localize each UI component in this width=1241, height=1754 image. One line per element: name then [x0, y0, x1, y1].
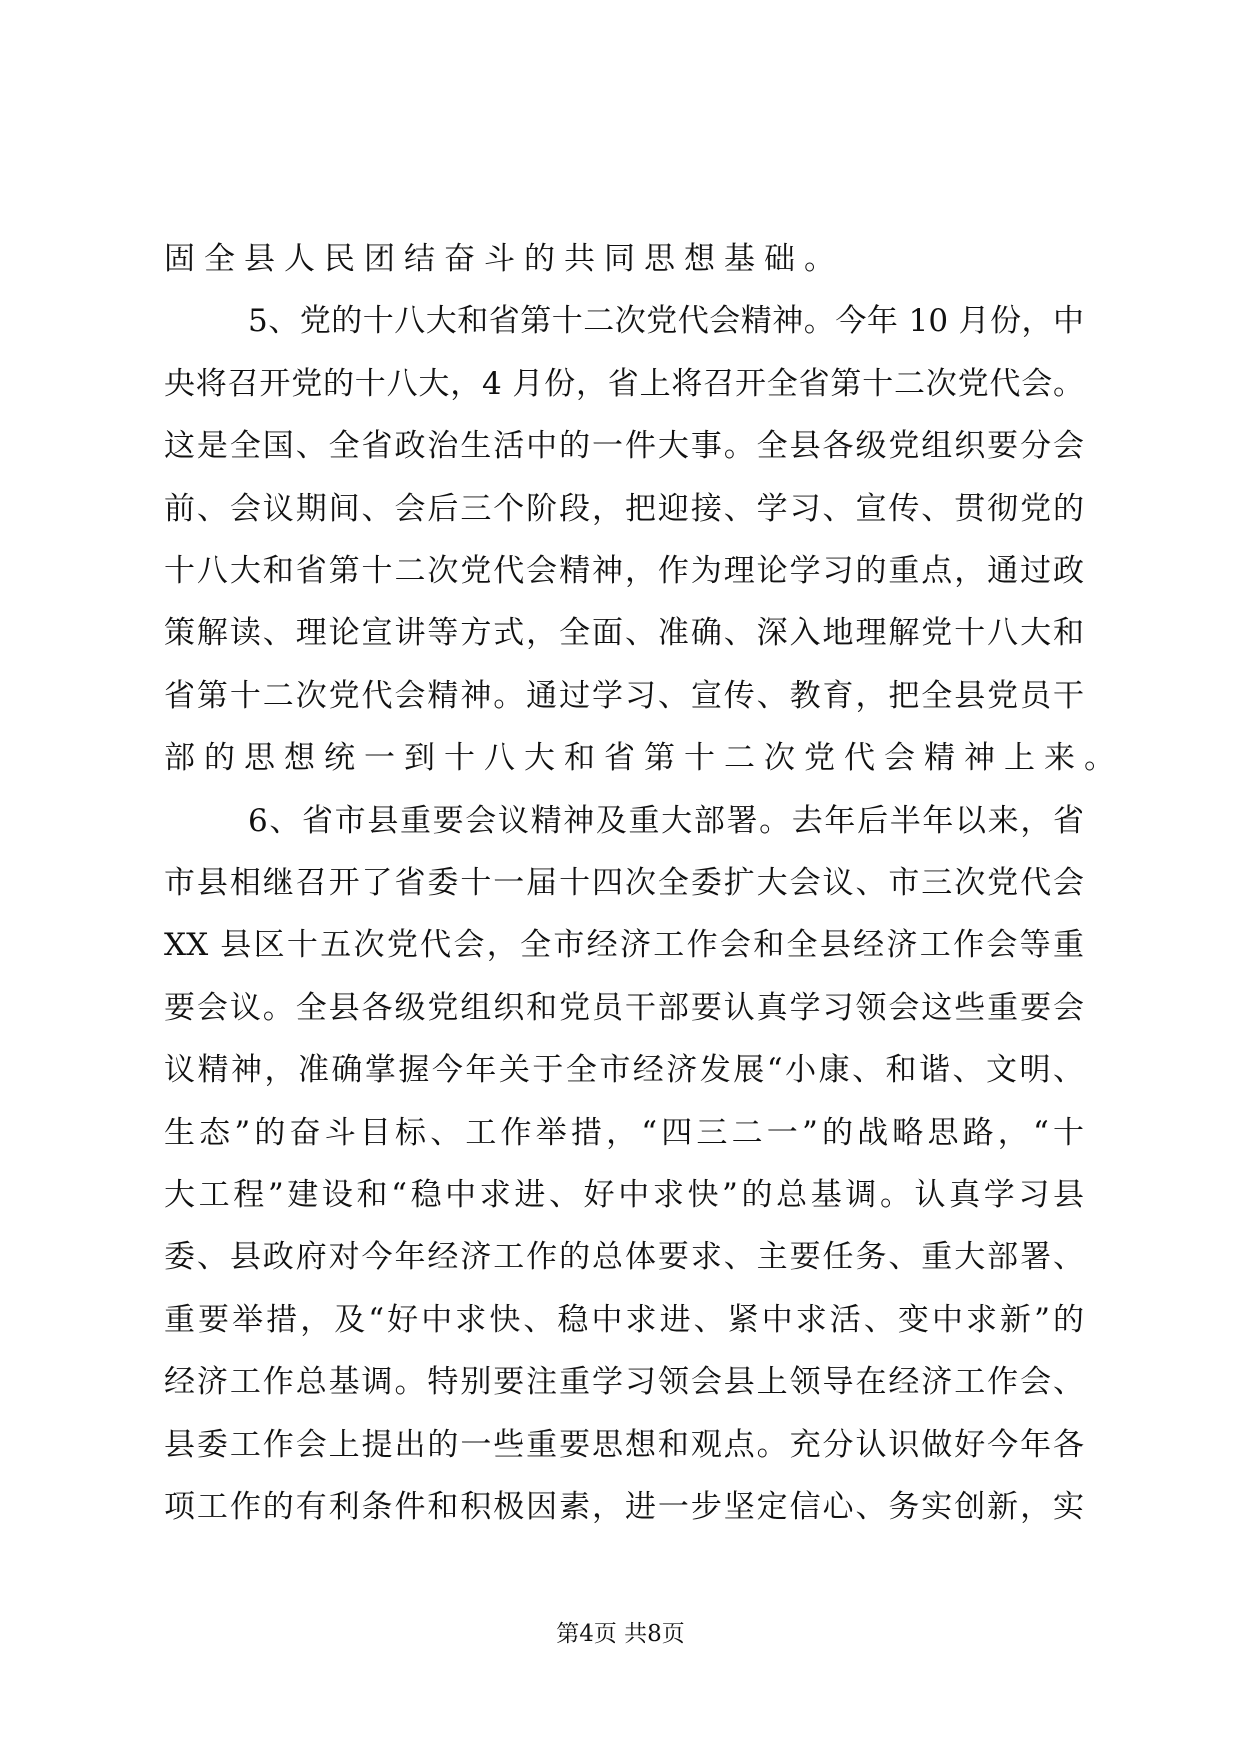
text-line: 5、党的十八大和省第十二次党代会精神。今年 10 月份，中 — [248, 303, 1084, 340]
text-line: 大工程”建设和“稳中求进、好中求快”的总基调。认真学习县 — [164, 1177, 1084, 1213]
text-line: 市县相继召开了省委十一届十四次全委扩大会议、市三次党代会 — [164, 865, 1084, 901]
text-line: 经济工作总基调。特别要注重学习领会县上领导在经济工作会、 — [164, 1364, 1084, 1401]
text-line: 6、省市县重要会议精神及重大部署。去年后半年以来，省 — [248, 802, 1084, 839]
text-line: 前、会议期间、会后三个阶段，把迎接、学习、宣传、贯彻党的 — [164, 490, 1084, 527]
text-line: 项工作的有利条件和积极因素，进一步坚定信心、务实创新，实 — [164, 1489, 1084, 1525]
text-line: 策解读、理论宣讲等方式，全面、准确、深入地理解党十八大和 — [164, 615, 1084, 652]
text-line: 要会议。全县各级党组织和党员干部要认真学习领会这些重要会 — [164, 989, 1084, 1026]
text-line: 央将召开党的十八大，4 月份，省上将召开全省第十二次党代会。 — [164, 365, 1084, 402]
page-footer: 第4页 共8页 — [556, 1621, 685, 1647]
text-line: 县委工作会上提出的一些重要思想和观点。充分认识做好今年各 — [164, 1426, 1084, 1463]
text-line: 省第十二次党代会精神。通过学习、宣传、教育，把全县党员干 — [164, 677, 1084, 714]
text-line: XX 县区十五次党代会，全市经济工作会和全县经济工作会等重 — [164, 927, 1084, 964]
text-line: 生态”的奋斗目标、工作举措，“四三二一”的战略思路，“十 — [164, 1114, 1084, 1151]
text-line: 固全县人民团结奋斗的共同思想基础。 — [164, 241, 844, 277]
text-line: 部的思想统一到十八大和省第十二次党代会精神上来。 — [164, 740, 1124, 777]
text-line: 十八大和省第十二次党代会精神，作为理论学习的重点，通过政 — [164, 553, 1084, 589]
text-line: 这是全国、全省政治生活中的一件大事。全县各级党组织要分会 — [164, 428, 1084, 465]
text-line: 议精神，准确掌握今年关于全市经济发展“小康、和谐、文明、 — [164, 1052, 1084, 1089]
text-line: 委、县政府对今年经济工作的总体要求、主要任务、重大部署、 — [164, 1239, 1084, 1276]
text-line: 重要举措，及“好中求快、稳中求进、紧中求活、变中求新”的 — [164, 1301, 1084, 1338]
